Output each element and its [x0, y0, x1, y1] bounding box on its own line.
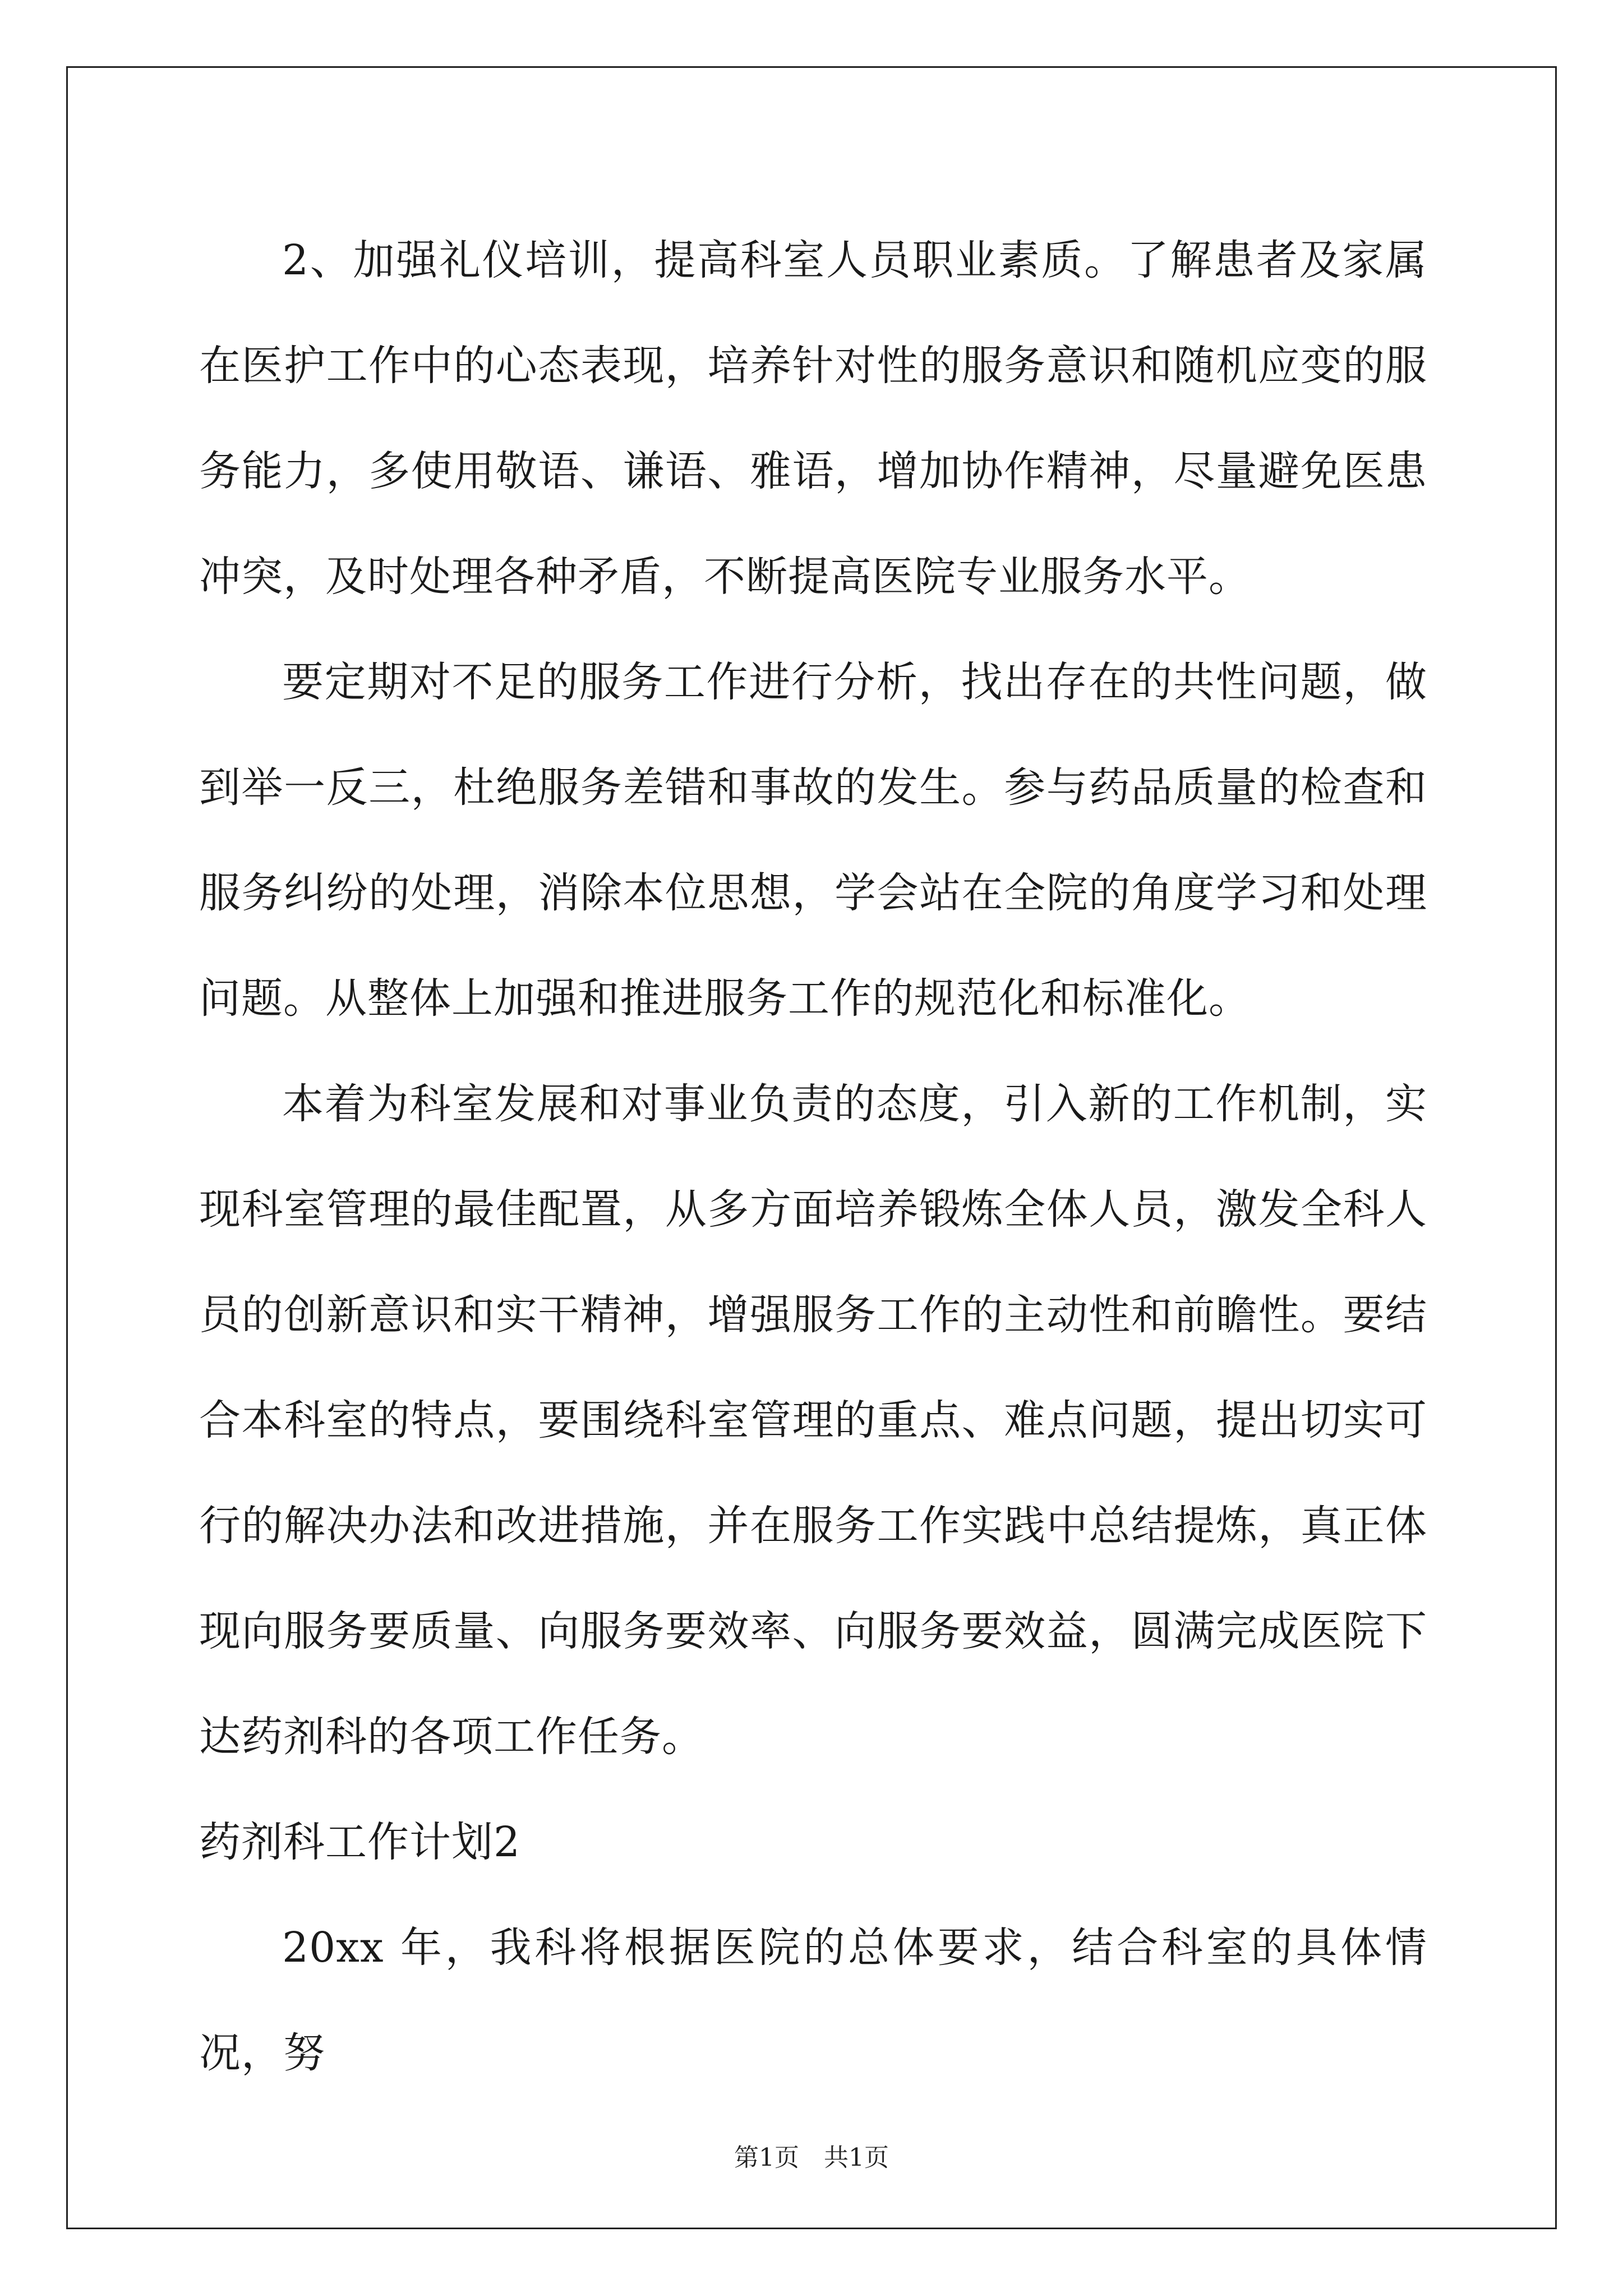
paragraph-etiquette-training: 2、加强礼仪培训，提高科室人员职业素质。了解患者及家属在医护工作中的心态表现，培养针对性的服务意识和随机应变的服务能力，多使用敬语、谦语、雅语，增加协作精神，尽量避免医患冲突，及时处理各种矛盾，不断提高医院专业服务水平。: [199, 236, 1427, 601]
document-body: [199, 208, 1427, 2106]
page-footer: 第1页 共1页: [734, 2143, 889, 2172]
paragraph-annual-plan-intro: 20xx 年，我科将根据医院的总体要求，结合科室的具体情况，努: [199, 1924, 1427, 2077]
paragraph-service-analysis: 要定期对不足的服务工作进行分析，找出存在的共性问题，做到举一反三，杜绝服务差错和事故的发生。参与药品质量的检查和服务纠纷的处理，消除本位思想，学会站在全院的角度学习和处理问题。从整体上加强和推进服务工作的规范化和标准化。: [199, 658, 1427, 1023]
paragraph-department-management: 本着为科室发展和对事业负责的态度，引入新的工作机制，实现科室管理的最佳配置，从多方面培养锻炼全体人员，激发全科人员的创新意识和实干精神，增强服务工作的主动性和前瞻性。要结合本科室的特点，要围绕科室管理的重点、难点问题，提出切实可行的解决办法和改进措施，并在服务工作实践中总结提炼，真正体现向服务要质量、向服务要效率、向服务要效益，圆满完成医院下达药剂科的各项工作任务。: [199, 1080, 1427, 1761]
section-heading: 药剂科工作计划2: [199, 1818, 521, 1866]
